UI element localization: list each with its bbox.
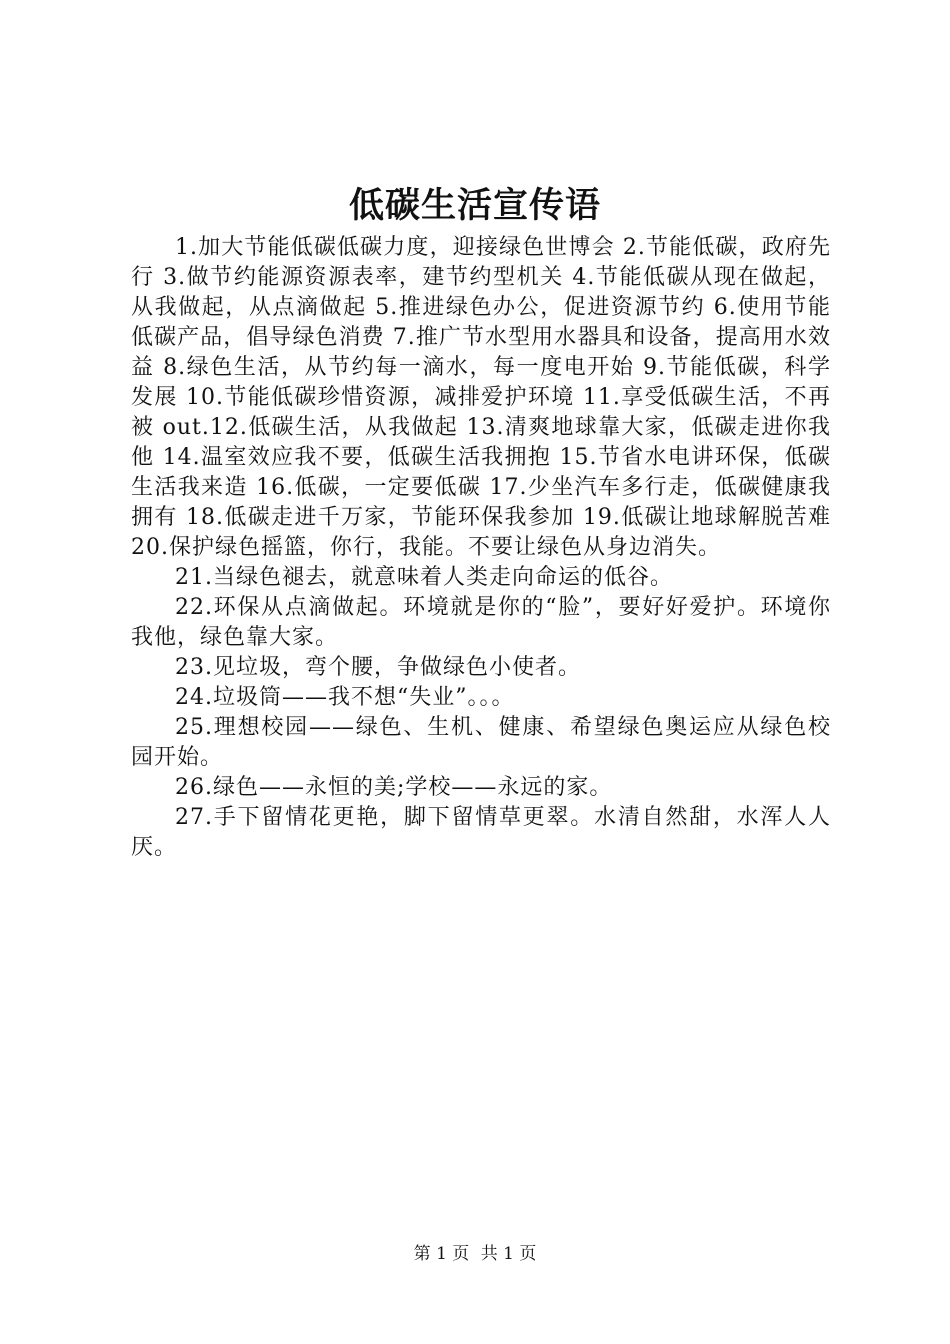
paragraph-slogan-25: 25.理想校园——绿色、生机、健康、希望绿色奥运应从绿色校园开始。 <box>131 715 831 770</box>
paragraph-slogan-24: 24.垃圾筒——我不想“失业”。。。 <box>175 685 515 710</box>
paragraph-slogan-27: 27.手下留情花更艳，脚下留情草更翠。水清自然甜，水浑人人厌。 <box>131 805 831 860</box>
paragraph-slogan-23: 23.见垃圾，弯个腰，争做绿色小使者。 <box>175 655 581 680</box>
page-total: 共 1 页 <box>480 1244 537 1264</box>
paragraph-slogan-21: 21.当绿色褪去，就意味着人类走向命运的低谷。 <box>175 565 673 590</box>
page-footer <box>0 1242 950 1266</box>
paragraph-slogan-26: 26.绿色——永恒的美;学校——永远的家。 <box>175 775 613 800</box>
paragraph-slogan-22: 22.环保从点滴做起。环境就是你的“脸”，要好好爱护。环境你我他，绿色靠大家。 <box>131 595 831 650</box>
document-title: 低碳生活宣传语 <box>348 185 601 226</box>
page-number: 第 1 页 <box>413 1244 470 1264</box>
document-body <box>131 233 831 863</box>
paragraph-slogans-1-20: 1.加大节能低碳低碳力度，迎接绿色世博会 2.节能低碳，政府先行 3.做节约能源资源表率，建节约型机关 4.节能低碳从现在做起，从我做起，从点滴做起 5.推进绿色办公，促进资源节约 6.使用节能低碳产品，倡导绿色消费 7.推广节水型用水器具和设备，提高用水效益 8.绿色生活，从节约每一滴水，每一度电开始 9.节能低碳，科学发展 10.节能低碳珍惜资源，减排爱护环境 11.享受低碳生活，不再被 out.12.低碳生活，从我做起 13.清爽地球靠大家，低碳走进你我他 14.温室效应我不要，低碳生活我拥抱 15.节省水电讲环保，低碳生活我来造 16.低碳，一定要低碳 17.少坐汽车多行走，低碳健康我拥有 18.低碳走进千万家，节能环保我参加 19.低碳让地球解脱苦难 20.保护绿色摇篮，你行，我能。不要让绿色从身边消失。 <box>131 235 831 560</box>
